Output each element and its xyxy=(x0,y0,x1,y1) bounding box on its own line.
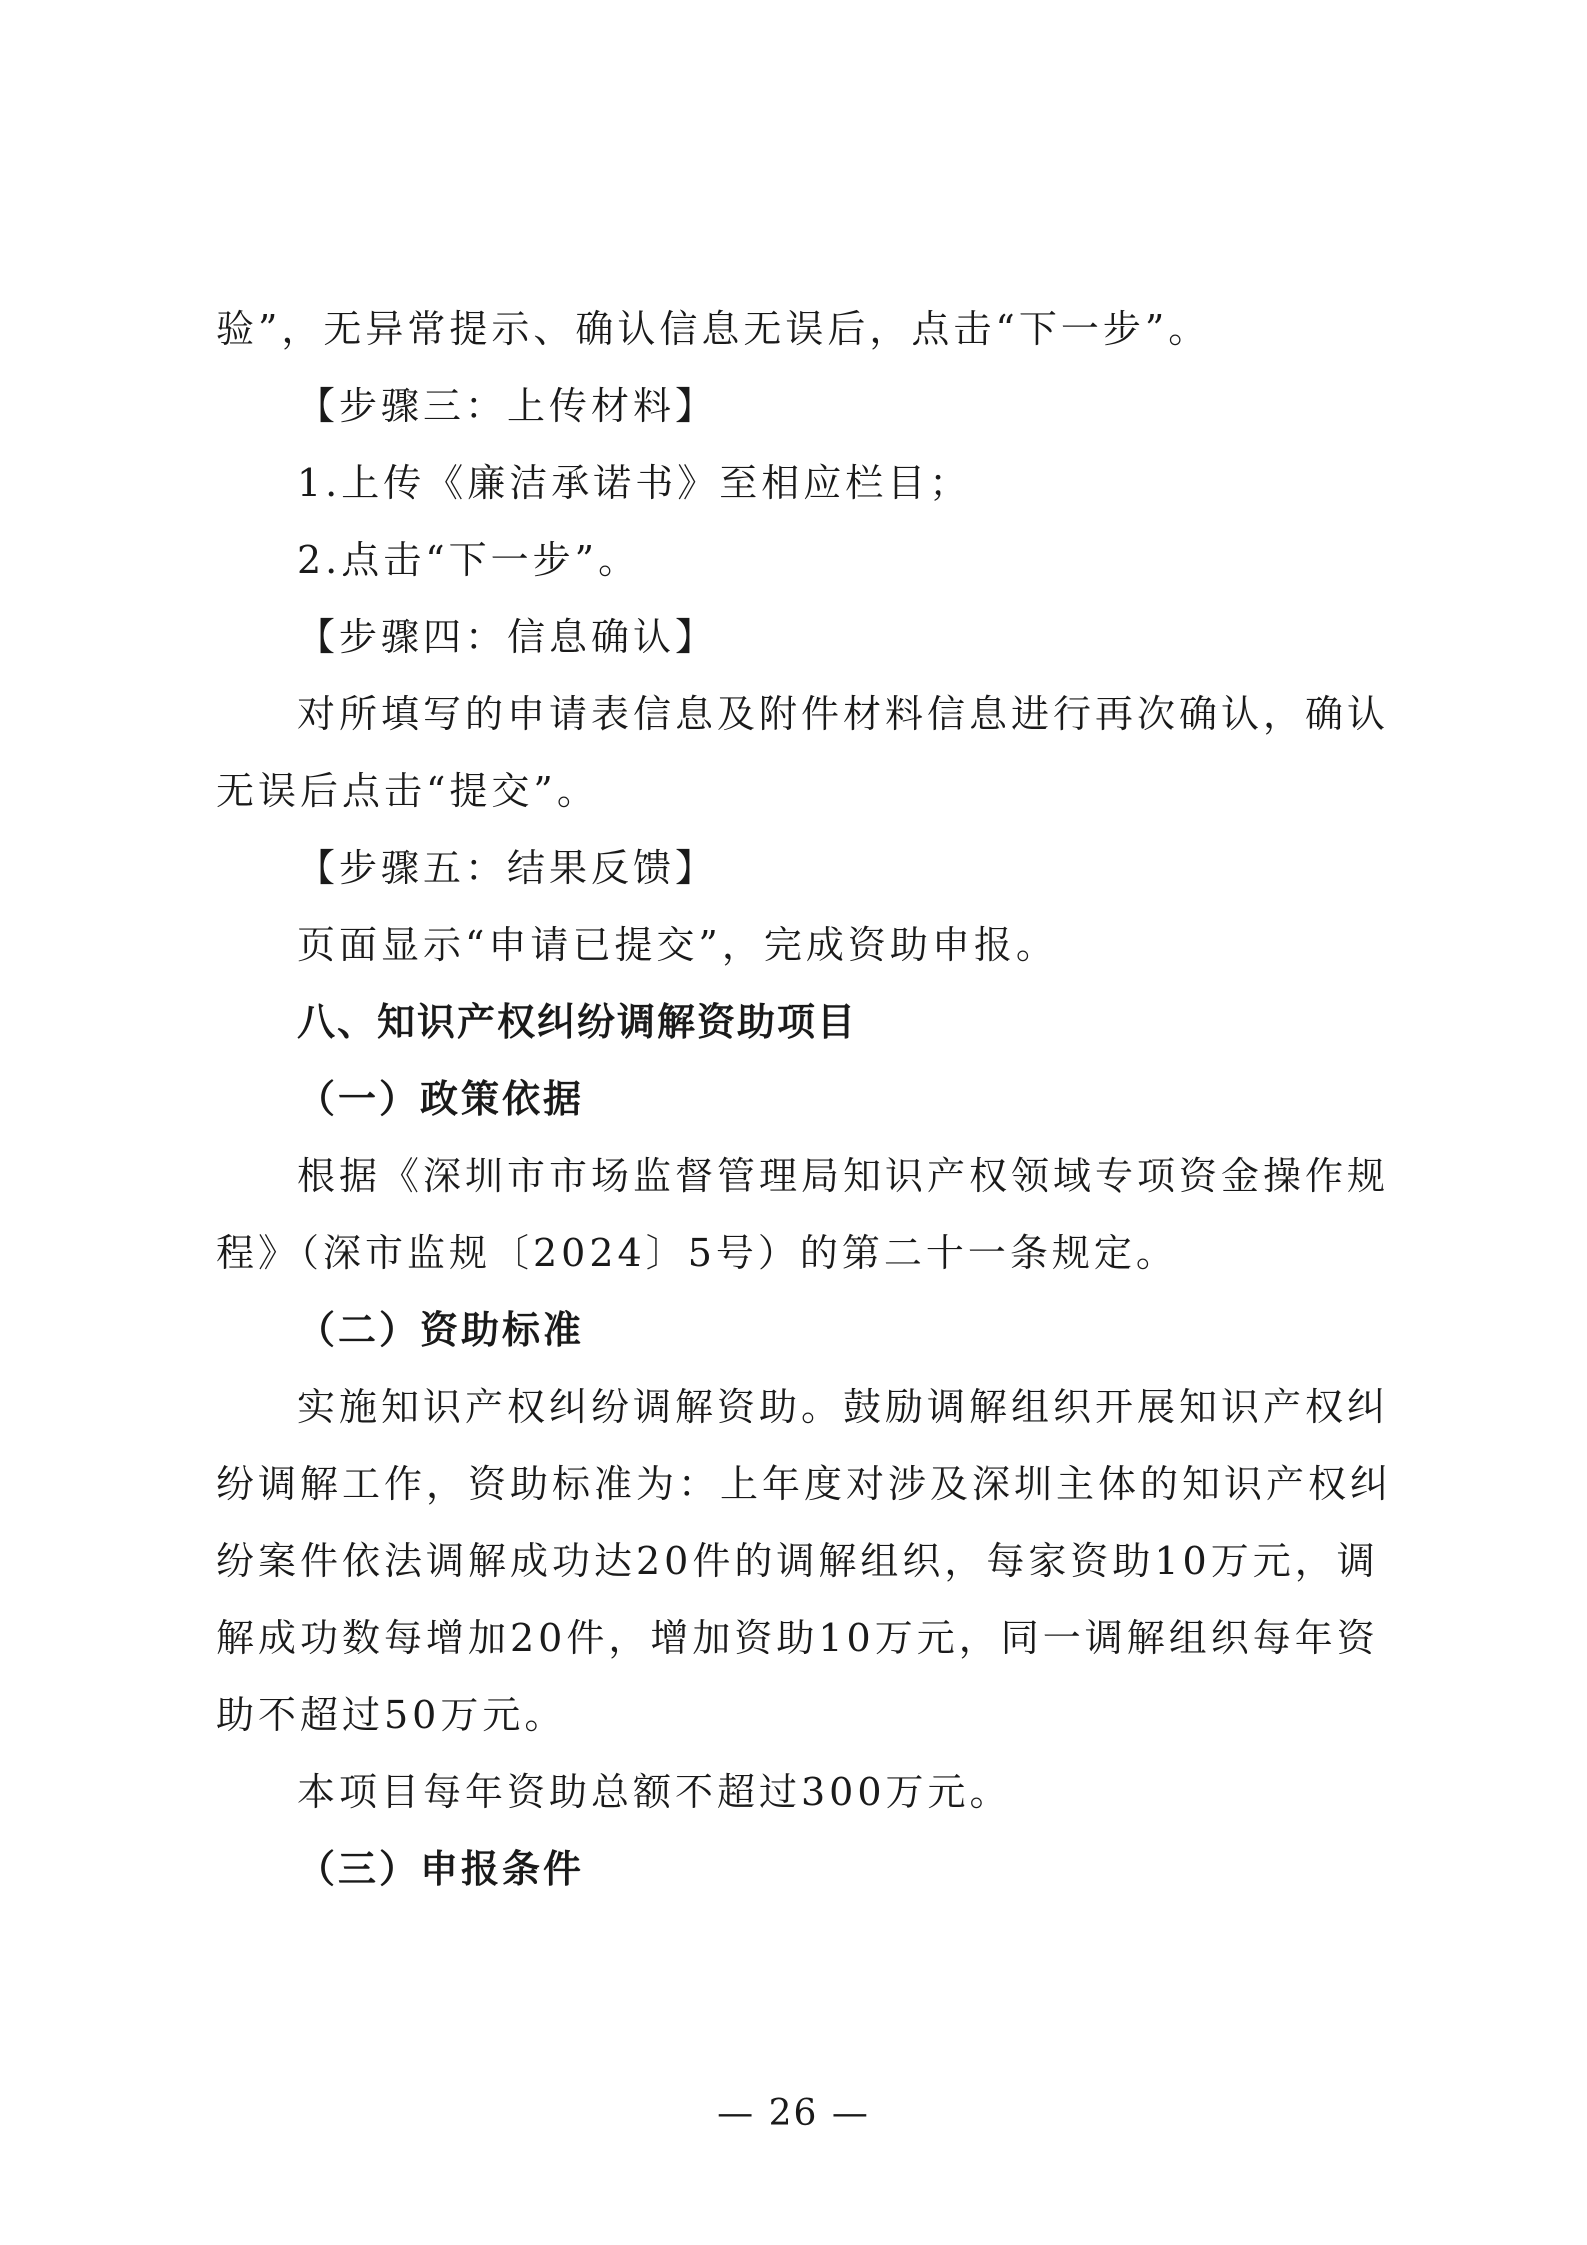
policy-basis-line-2: 程》（深市监规〔2024〕5号）的第二十一条规定。 xyxy=(216,1231,1178,1275)
step-three-heading: 【步骤三：上传材料】 xyxy=(297,384,718,428)
subsection-funding-standard-heading: （二）资助标准 xyxy=(297,1308,585,1352)
annual-total-limit: 本项目每年资助总额不超过300万元。 xyxy=(297,1770,1012,1814)
funding-standard-line-5: 助不超过50万元。 xyxy=(216,1693,567,1737)
subsection-policy-basis-heading: （一）政策依据 xyxy=(297,1077,585,1121)
step-four-heading: 【步骤四：信息确认】 xyxy=(297,615,718,659)
funding-standard-line-3: 纷案件依法调解成功达20件的调解组织，每家资助10万元，调 xyxy=(216,1539,1379,1583)
page-number: — 26 — xyxy=(717,2093,870,2134)
step-four-paragraph-line-1: 对所填写的申请表信息及附件材料信息进行再次确认，确认 xyxy=(297,692,1390,736)
section-eight-heading: 八、知识产权纠纷调解资助项目 xyxy=(297,1000,858,1044)
subsection-eligibility-heading: （三）申报条件 xyxy=(297,1847,585,1891)
funding-standard-line-2: 纷调解工作，资助标准为：上年度对涉及深圳主体的知识产权纠 xyxy=(216,1462,1393,1506)
step-three-item-1: 1.上传《廉洁承诺书》至相应栏目； xyxy=(297,461,972,505)
funding-standard-line-4: 解成功数每增加20件，增加资助10万元，同一调解组织每年资 xyxy=(216,1616,1379,1660)
step-three-item-2: 2.点击“下一步”。 xyxy=(297,538,641,582)
paragraph-continuation: 验”，无异常提示、确认信息无误后，点击“下一步”。 xyxy=(216,307,1211,351)
step-five-paragraph: 页面显示“申请已提交”，完成资助申报。 xyxy=(297,923,1058,967)
funding-standard-line-1: 实施知识产权纠纷调解资助。鼓励调解组织开展知识产权纠 xyxy=(297,1385,1390,1429)
step-four-paragraph-line-2: 无误后点击“提交”。 xyxy=(216,769,599,813)
policy-basis-line-1: 根据《深圳市市场监督管理局知识产权领域专项资金操作规 xyxy=(297,1154,1390,1198)
step-five-heading: 【步骤五：结果反馈】 xyxy=(297,846,718,890)
